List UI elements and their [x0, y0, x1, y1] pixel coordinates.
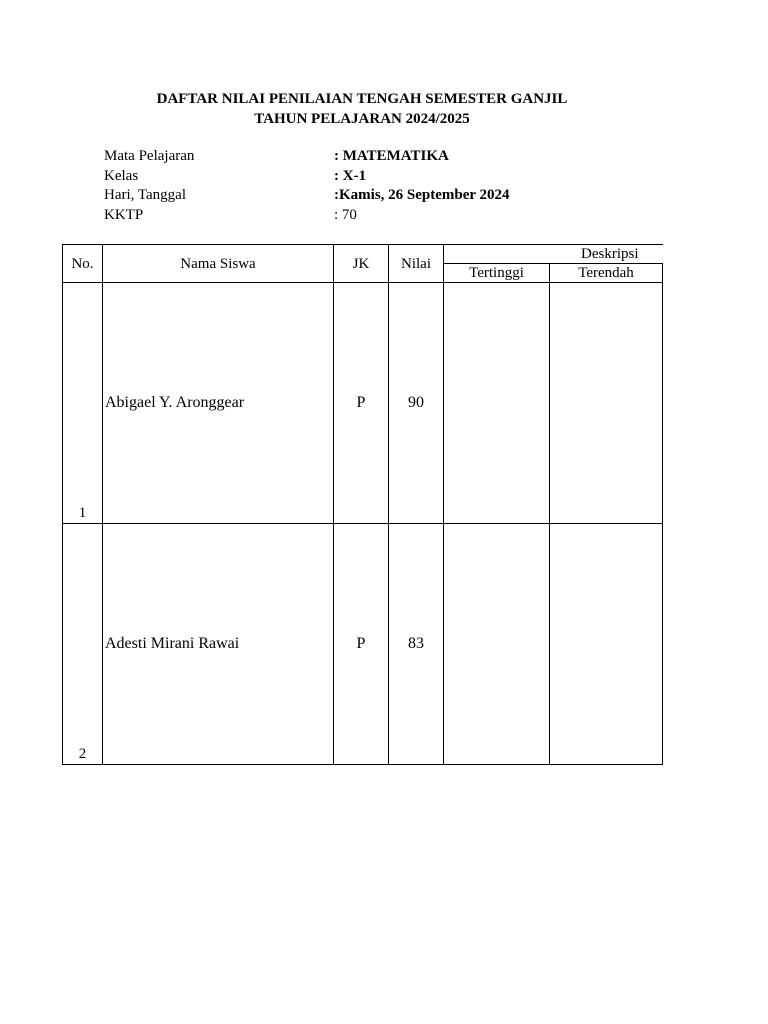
- cell-tertinggi: [444, 524, 550, 765]
- table-row: [63, 283, 663, 524]
- cell-name: Adesti Mirani Rawai: [103, 524, 334, 765]
- grades-table: [62, 244, 663, 765]
- header-jk: JK: [334, 245, 389, 283]
- document-subtitle: TAHUN PELAJARAN 2024/2025: [254, 111, 470, 127]
- header-name: Nama Siswa: [103, 245, 334, 283]
- table-row: [63, 524, 663, 765]
- header-no: No.: [63, 245, 103, 283]
- table-header-row: [63, 245, 663, 264]
- cell-no: 1: [63, 283, 103, 524]
- header-tertinggi: Tertinggi: [444, 264, 550, 283]
- info-value: : MATEMATIKA: [334, 148, 449, 164]
- cell-no: 2: [63, 524, 103, 765]
- document-title: DAFTAR NILAI PENILAIAN TENGAH SEMESTER GANJIL: [156, 91, 568, 107]
- header-nilai: Nilai: [389, 245, 444, 283]
- info-value: : 70: [334, 206, 357, 223]
- info-label: Mata Pelajaran: [104, 148, 195, 164]
- cell-jk: P: [334, 283, 389, 524]
- header-deskripsi: [444, 245, 663, 264]
- info-label: KKTP: [104, 206, 144, 223]
- cell-tertinggi: [444, 283, 550, 524]
- info-label: Kelas: [104, 167, 139, 184]
- cell-name: Abigael Y. Aronggear: [103, 283, 334, 524]
- cell-nilai: 90: [389, 283, 444, 524]
- header-deskripsi-label: Deskripsi: [581, 246, 639, 262]
- info-label: Hari, Tanggal: [104, 187, 186, 203]
- info-value: : X-1: [334, 167, 367, 184]
- cell-nilai: 83: [389, 524, 444, 765]
- header-terendah: Terendah: [550, 264, 663, 283]
- cell-jk: P: [334, 524, 389, 765]
- cell-terendah: [550, 283, 663, 524]
- cell-terendah: [550, 524, 663, 765]
- info-value: :Kamis, 26 September 2024: [334, 187, 510, 203]
